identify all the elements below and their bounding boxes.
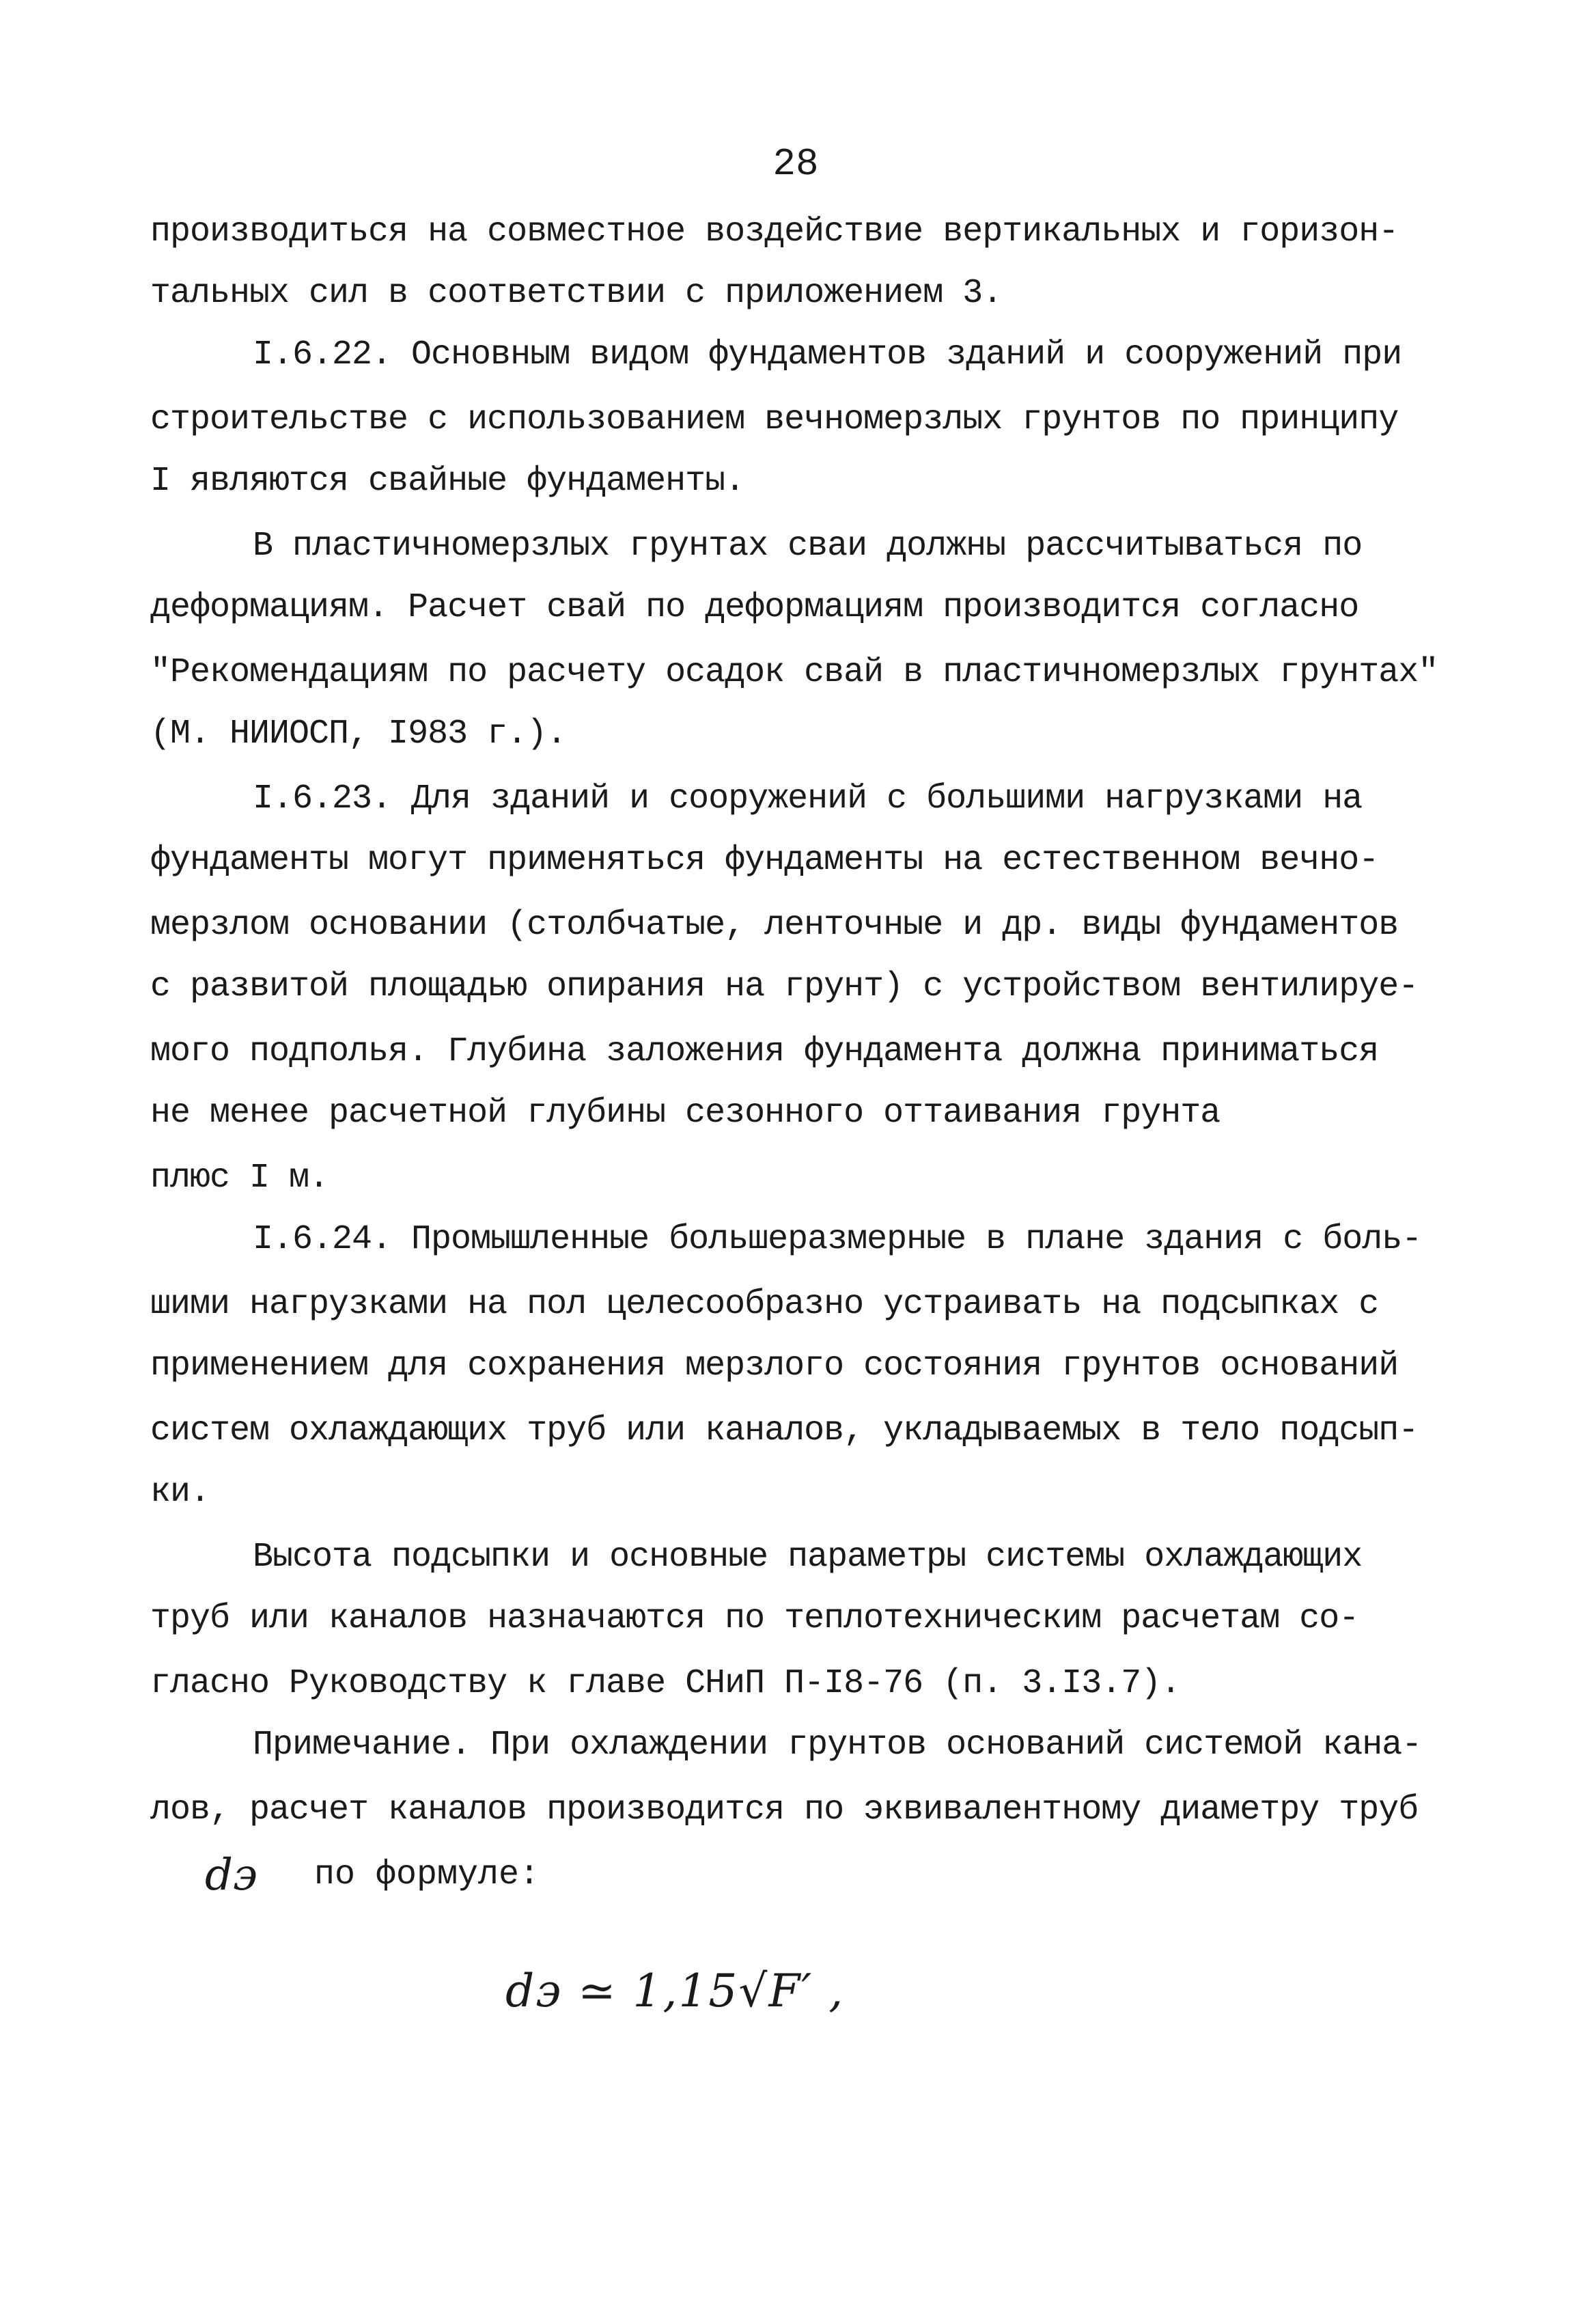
formula-symbol: dэ: [205, 1850, 257, 1900]
text-line: производиться на совместное воздействие вертикальных и горизон-: [150, 212, 1399, 251]
paragraph-start: В пластичномерзлых грунтах сваи должны рассчитываться по: [253, 527, 1363, 566]
text-line: не менее расчетной глубины сезонного оттаивания грунта: [150, 1094, 1221, 1133]
text-line: с развитой площадью опирания на грунт) с устройством вентилируе-: [150, 967, 1419, 1006]
text-line: шими нагрузками на пол целесообразно устраивать на подсыпках с: [150, 1285, 1379, 1324]
text-line: ки.: [150, 1473, 210, 1512]
text-line: гласно Руководству к главе СНиП П-I8-76 (п. 3.I3.7).: [150, 1664, 1181, 1703]
paragraph-start: I.6.24. Промышленные большеразмерные в плане здания с боль-: [253, 1220, 1422, 1259]
text-line: мого подполья. Глубина заложения фундамента должна приниматься: [150, 1032, 1379, 1071]
text-line: применением для сохранения мерзлого состояния грунтов оснований: [150, 1346, 1399, 1385]
text-line: систем охлаждающих труб или каналов, укладываемых в тело подсып-: [150, 1411, 1419, 1450]
text-line: лов, расчет каналов производится по эквивалентному диаметру труб: [150, 1790, 1419, 1829]
text-line: тальных сил в соответствии с приложением 3.: [150, 274, 1003, 313]
text-line: фундаменты могут применяться фундаменты на естественном вечно-: [150, 841, 1379, 880]
paragraph-start: I.6.23. Для зданий и сооружений с большими нагрузками на: [253, 779, 1363, 818]
text-line: деформациям. Расчет свай по деформациям производится согласно: [150, 588, 1359, 627]
text-line: "Рекомендациям по расчету осадок свай в пластичномерзлых грунтах": [150, 653, 1438, 692]
text-line: мерзлом основании (столбчатые, ленточные и др. виды фундаментов: [150, 906, 1399, 945]
text-line: (М. НИИОСП, I983 г.).: [150, 715, 567, 753]
formula-intro: по формуле:: [314, 1855, 540, 1894]
text-line: плюс I м.: [150, 1159, 329, 1198]
paragraph-start: I.6.22. Основным видом фундаментов зданий и сооружений при: [253, 335, 1402, 374]
formula: dэ ≃ 1,15√F′ ,: [505, 1965, 845, 2017]
page-number: 28: [772, 142, 819, 186]
text-line: строительстве с использованием вечномерзлых грунтов по принципу: [150, 400, 1399, 439]
text-line: I являются свайные фундаменты.: [150, 462, 745, 501]
note-start: Примечание. При охлаждении грунтов оснований системой кана-: [253, 1726, 1422, 1765]
text-line: труб или каналов назначаются по теплотехническим расчетам со-: [150, 1599, 1359, 1638]
paragraph-start: Высота подсыпки и основные параметры системы охлаждающих: [253, 1538, 1363, 1577]
